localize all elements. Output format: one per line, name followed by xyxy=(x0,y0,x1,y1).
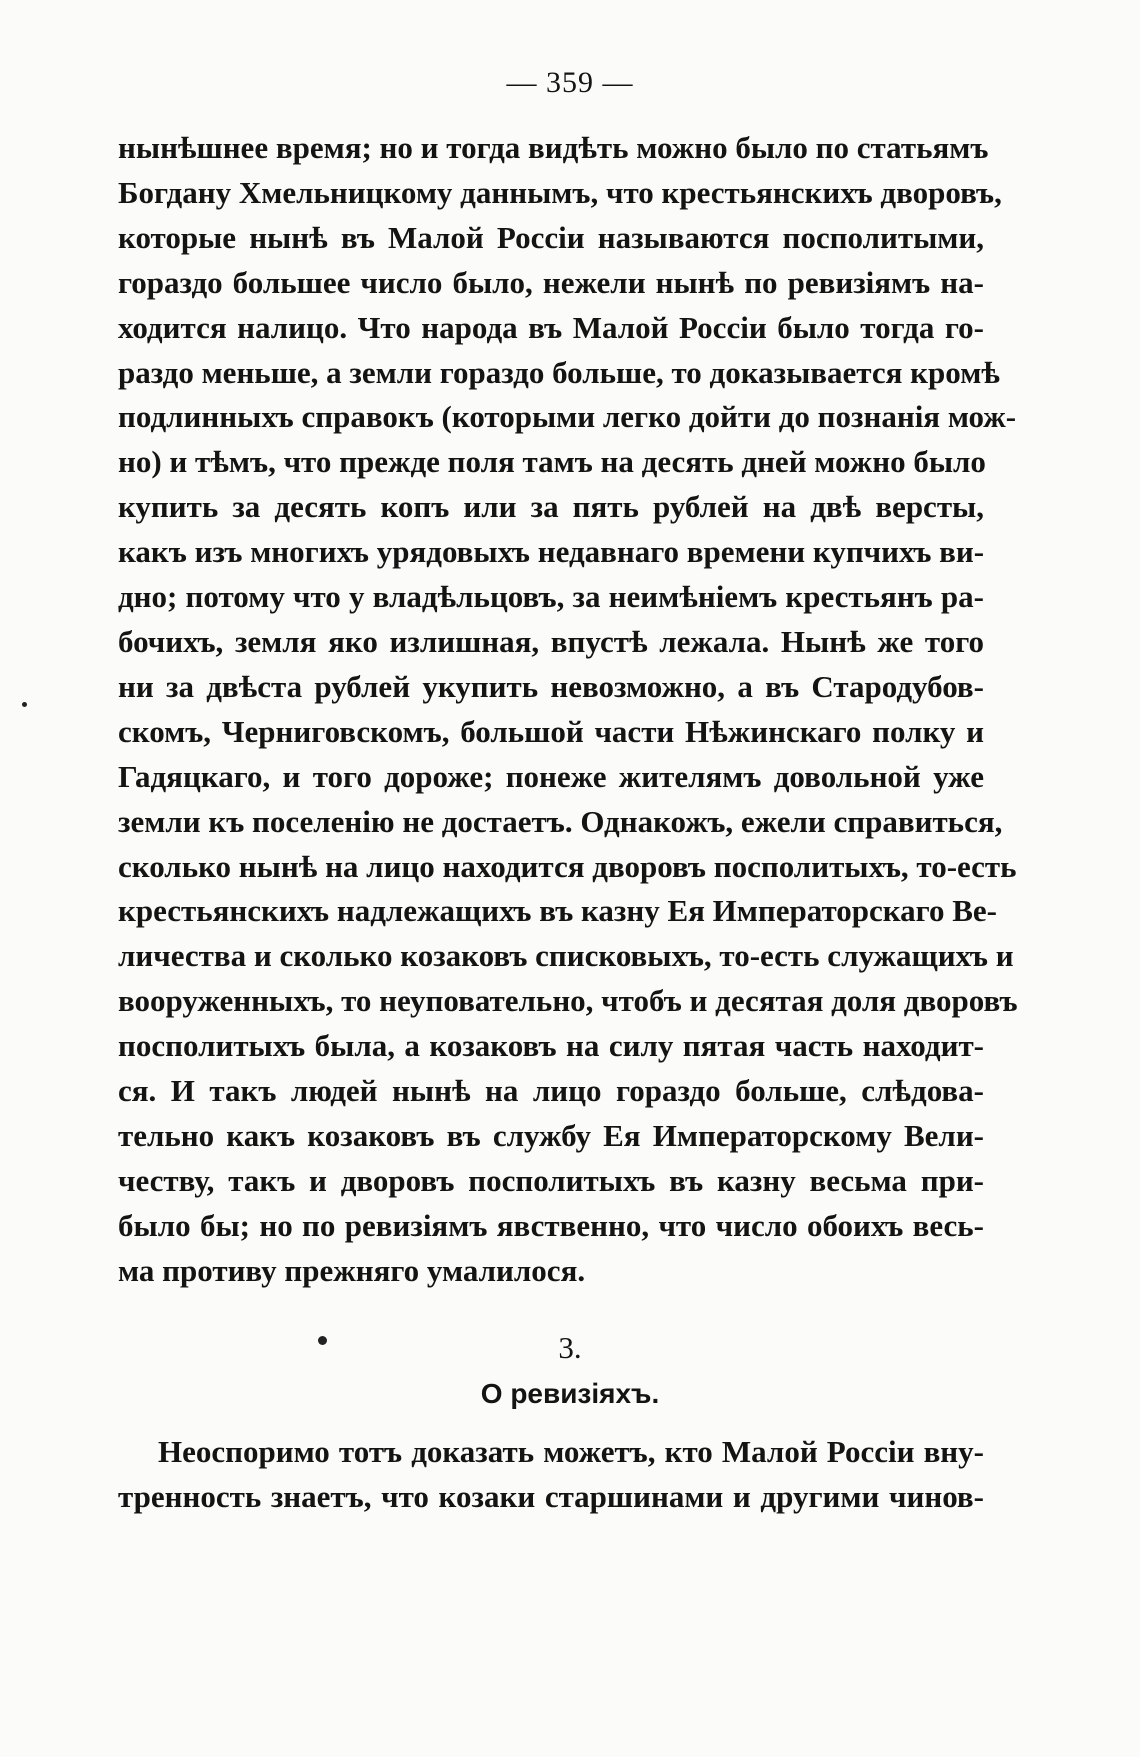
text-line: сколько нынѣ на лицо находится дворовъ посполитыхъ, то-есть xyxy=(118,848,1017,884)
page-number-header: — 359 — xyxy=(506,66,634,99)
section-title: О ревизіяхъ. xyxy=(480,1378,660,1409)
text-line: купить за десять копъ или за пять рублей на двѣ версты, xyxy=(118,489,984,525)
text-line: вооруженныхъ, то неуповательно, чтобъ и десятая доля дворовъ xyxy=(118,983,1018,1019)
text-line: земли къ поселенію не достаетъ. Однакожъ, ежели справиться, xyxy=(118,803,1003,839)
text-line: ходится налицо. Что народа въ Малой Россіи было тогда го- xyxy=(118,309,984,345)
text-line: раздо меньше, а земли гораздо больше, то доказывается кромѣ xyxy=(118,354,1000,390)
text-line: ся. И такъ людей нынѣ на лицо гораздо больше, слѣдова- xyxy=(118,1073,984,1109)
text-line: честву, такъ и дворовъ посполитыхъ въ казну весьма при- xyxy=(118,1162,984,1198)
text-line: тренность знаетъ, что козаки старшинами и другими чинов- xyxy=(118,1478,984,1514)
text-line: тельно какъ козаковъ въ службу Ея Императорскому Вели- xyxy=(118,1117,984,1153)
text-line: бочихъ, земля яко излишная, впустѣ лежала. Нынѣ же того xyxy=(118,623,984,659)
text-line: личества и сколько козаковъ списковыхъ, то-есть служащихъ и xyxy=(118,938,1014,974)
main-paragraph xyxy=(118,126,1018,1294)
text-line: скомъ, Черниговскомъ, большой части Нѣжинскаго полку и xyxy=(118,713,984,749)
section-number: 3. xyxy=(558,1330,582,1365)
text-line: гораздо большее число было, нежели нынѣ по ревизіямъ на- xyxy=(118,264,984,300)
text-line: было бы; но по ревизіямъ явственно, что число обоихъ весь- xyxy=(118,1207,984,1243)
text-line: Богдану Хмельницкому даннымъ, что крестьянскихъ дворовъ, xyxy=(118,174,1002,210)
text-line: ни за двѣста рублей укупить невозможно, а въ Стародубов- xyxy=(118,668,984,704)
text-line: крестьянскихъ надлежащихъ въ казну Ея Императорскаго Ве- xyxy=(118,893,997,929)
text-line: подлинныхъ справокъ (которыми легко дойти до познанія мож- xyxy=(118,399,1017,435)
print-speck xyxy=(22,702,27,707)
text-line: нынѣшнее время; но и тогда видѣть можно было по статьямъ xyxy=(118,130,989,165)
text-line: но) и тѣмъ, что прежде поля тамъ на десять дней можно было xyxy=(118,444,986,480)
section-paragraph xyxy=(118,1430,984,1520)
text-line: дно; потому что у владѣльцовъ, за неимѣніемъ крестьянъ ра- xyxy=(118,579,984,615)
text-line: посполитыхъ была, а козаковъ на силу пятая часть находит- xyxy=(118,1028,984,1064)
text-line: Неоспоримо тотъ доказать можетъ, кто Малой Россіи вну- xyxy=(158,1434,984,1469)
text-line: Гадяцкаго, и того дороже; понеже жителямъ довольной уже xyxy=(118,758,984,794)
text-line: какъ изъ многихъ урядовыхъ недавнаго времени купчихъ ви- xyxy=(118,534,985,570)
text-line-last: ма противу прежняго умалилося. xyxy=(118,1252,586,1288)
text-line: которые нынѣ въ Малой Россіи называются посполитыми, xyxy=(118,219,984,255)
